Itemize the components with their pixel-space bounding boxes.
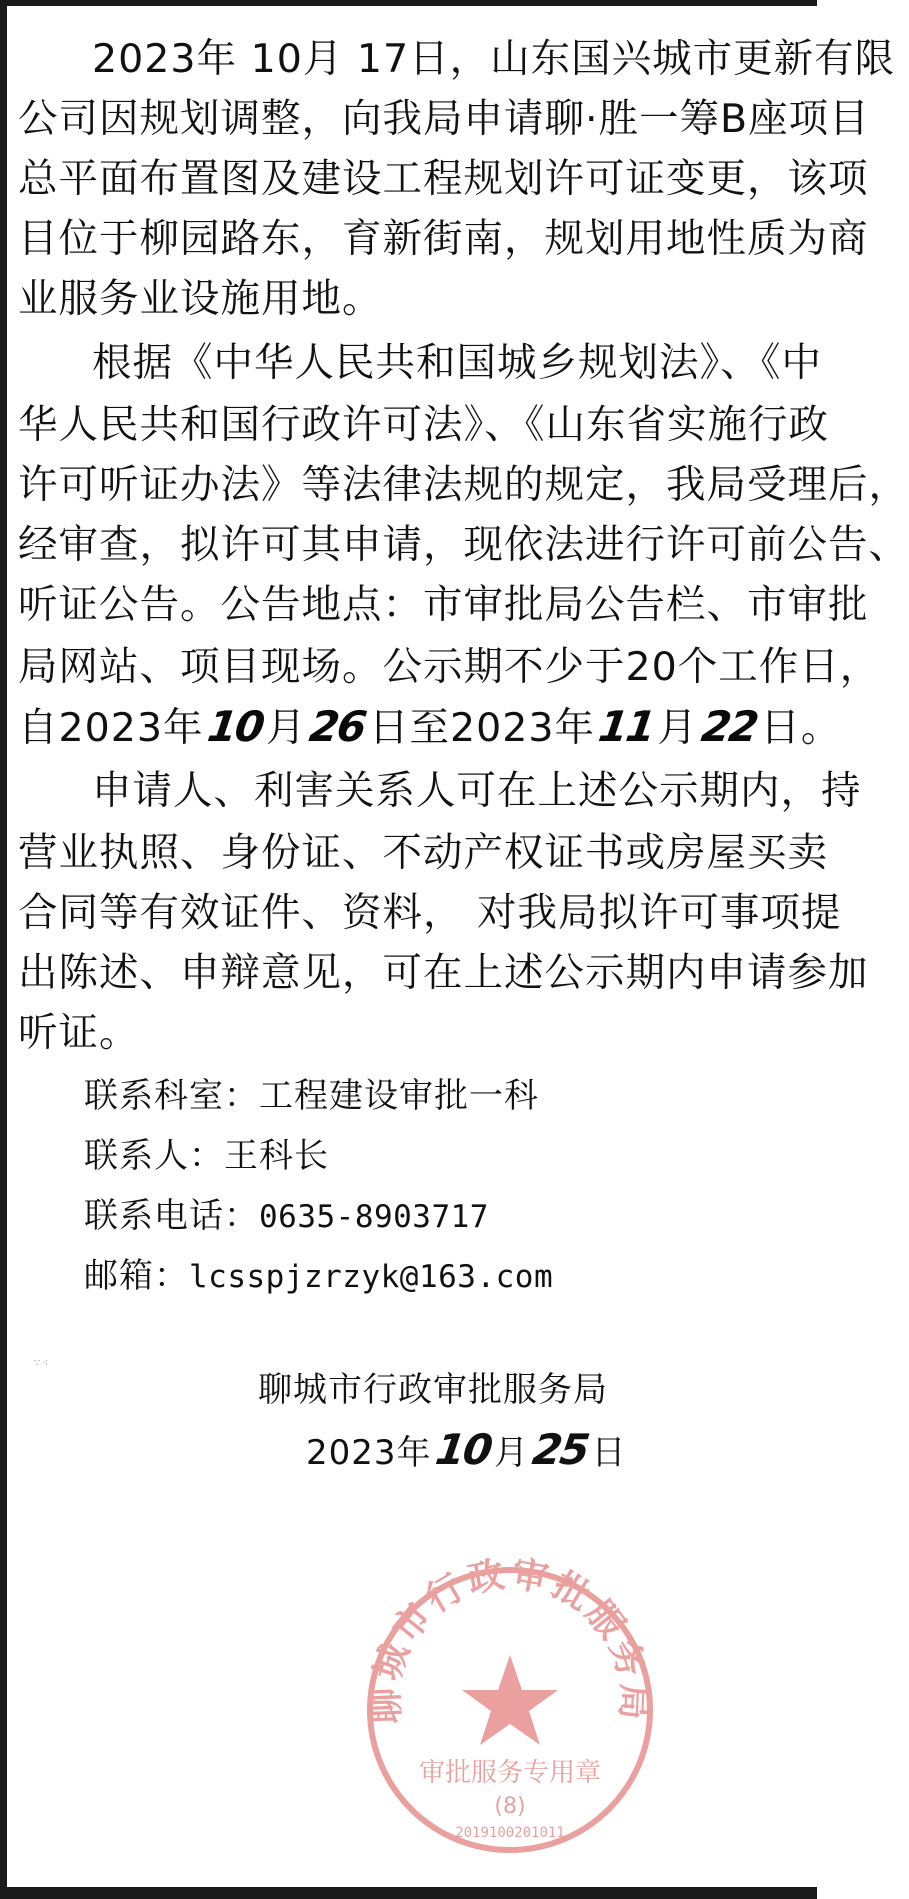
period-mid: 日至2023年: [368, 705, 595, 751]
para2-line-5: 听证公告。公告地点：市审批局公告栏、市审批: [18, 582, 869, 628]
contact-office: 联系科室：工程建设审批一科: [84, 1076, 539, 1116]
para2-line-4: 经审查，拟许可其申请，现依法进行许可前公告、: [18, 522, 909, 568]
para2-line-1: 根据《中华人民共和国城乡规划法》、《中: [92, 340, 822, 386]
period-day-char: 日。: [760, 705, 842, 751]
para1-line-1: 2023年 10月 17日，山东国兴城市更新有限: [92, 36, 896, 82]
para3-line-4: 出陈述、申辩意见，可在上述公示期内申请参加: [18, 950, 869, 996]
scan-border-bottom: [0, 1887, 817, 1899]
para1-line-4: 目位于柳园路东，育新街南，规划用地性质为商: [18, 216, 869, 262]
para2-line-6: 局网站、项目现场。公示期不少于20个工作日，: [18, 644, 881, 690]
contact-phone-row: [84, 1194, 489, 1239]
handwritten-start-day: 26: [307, 702, 369, 751]
handwritten-start-month: 10: [204, 702, 266, 751]
para2-line-2: 华人民共和国行政许可法》、《山东省实施行政: [18, 402, 829, 448]
para1-line-3: 总平面布置图及建设工程规划许可证变更，该项: [18, 156, 869, 202]
publicity-period-line: [18, 704, 841, 751]
seal-center-text: 审批服务专用章: [418, 1758, 602, 1788]
contact-phone: 0635-8903717: [259, 1199, 489, 1235]
para1-line-2: 公司因规划调整，向我局申请聊·胜一筹B座项目: [18, 96, 870, 142]
contact-email-row: [84, 1254, 553, 1299]
seal-ring-text: 聊城市行政审批服务局: [364, 1552, 656, 1725]
handwritten-issue-month: 10: [432, 1425, 494, 1474]
para1-line-5: 业服务业设施用地。: [18, 276, 383, 322]
period-prefix: 自2023年: [18, 705, 204, 751]
para3-line-3: 合同等有效证件、资料， 对我局拟许可事项提: [18, 890, 842, 936]
handwritten-end-day: 22: [698, 702, 760, 751]
issuing-authority: 聊城市行政审批服务局: [258, 1370, 608, 1410]
contact-person: 联系人：王科长: [84, 1136, 329, 1176]
para2-line-3: 许可听证办法》等法律法规的规定，我局受理后，: [18, 462, 909, 508]
period-month-char: 月: [265, 705, 307, 751]
handwritten-issue-day: 25: [529, 1425, 591, 1474]
issue-day-char: 日: [591, 1433, 627, 1473]
seal-number: (8): [494, 1794, 526, 1819]
seal-serial: 2019100201011: [455, 1825, 565, 1841]
official-seal-stamp: [350, 1545, 670, 1865]
para3-line-5: 听证。: [18, 1010, 140, 1056]
issue-date-year: 2023年: [306, 1433, 432, 1473]
contact-phone-label: 联系电话：: [84, 1196, 259, 1236]
handwritten-end-month: 11: [595, 702, 657, 751]
contact-email: lcsspjzrzyk@163.com: [189, 1259, 554, 1295]
period-month-char-2: 月: [657, 705, 698, 751]
seal-star-icon: [462, 1655, 558, 1745]
issue-date: [306, 1425, 627, 1475]
contact-email-label: 邮箱：: [84, 1256, 189, 1296]
issue-month-char: 月: [493, 1433, 529, 1473]
para3-line-1: 申请人、利害关系人可在上述公示期内，持: [92, 768, 862, 814]
scan-speck: ∵⁖: [34, 1358, 51, 1369]
para3-line-2: 营业执照、身份证、不动产权证书或房屋买卖: [18, 830, 828, 876]
